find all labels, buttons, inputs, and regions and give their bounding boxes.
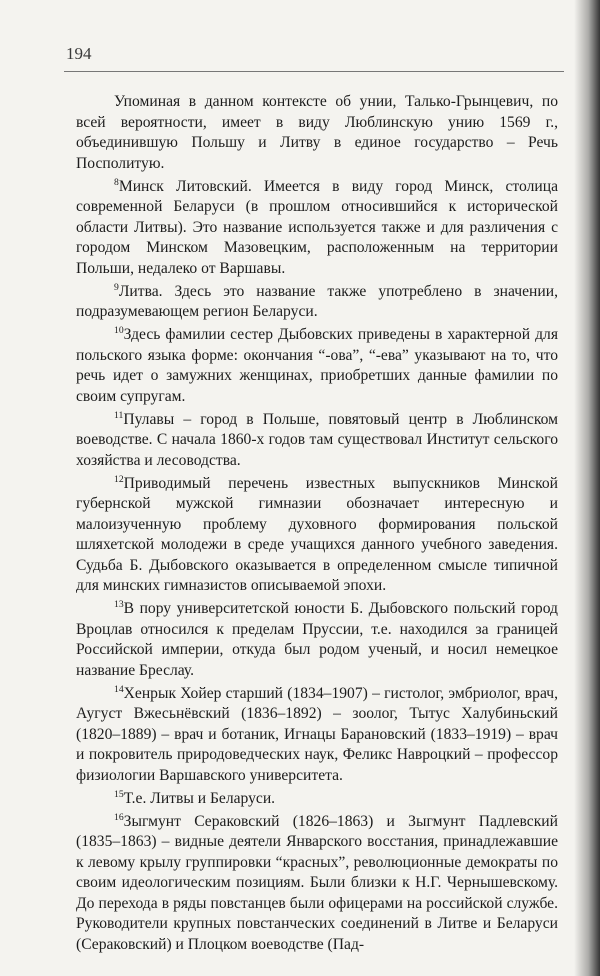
footnote [76, 325, 558, 407]
footnote [76, 282, 558, 323]
footnote-text: Пулавы – город в Польше, повятовый центр в Люблинском воеводстве. С начала 1860-х годов там существовал Институт сельского хозяйства и лесоводства. [76, 410, 558, 469]
footnote-text: Т.е. Литвы и Беларуси. [123, 789, 276, 807]
paragraph-text: Упоминая в данном контексте об унии, Талько-Грынцевич, по всей вероятности, имеет в виду Люблинскую унию 1569 г., объединившую Польшу и Литву в единое государство – Речь Посполитую. [76, 93, 558, 172]
footnote [76, 474, 558, 597]
footnote-text: Литва. Здесь это название также употреблено в значении, подразумевающем регион Беларуси. [76, 282, 558, 320]
page-number: 194 [66, 44, 92, 63]
footnote-number: 13 [114, 598, 124, 610]
footnote-text: В пору университетской юности Б. Дыбовского польский город Вроцлав относился к пределам Пруссии, т.е. находился за границей Российской империи, откуда был родом ученый, и носил немецкое название Бреслау. [76, 600, 558, 679]
footnote-number: 14 [114, 683, 124, 695]
footnote-number: 9 [114, 281, 119, 293]
footnote [76, 599, 558, 681]
footnote-text: Приводимый перечень известных выпускников Минской губернской мужской гимназии обозначает интересную и малоизученную проблему духовного формирования польской шляхетской молодежи в среде учащихся данного учебного заведения. Судьба Б. Дыбовского оказывается в определенном смысле типичной для минских гимназистов описываемой эпохи. [76, 474, 558, 594]
footnote-number: 10 [114, 324, 124, 336]
footnote-number: 11 [114, 409, 124, 421]
footnote-text: Минск Литовский. Имеется в виду город Минск, столица современной Беларуси (в прошлом относившийся к исторической области Литвы). Это название используется также и для различения с городом Минском Мазовецким, расположенным на территории Польши, недалеко от Варшавы. [76, 177, 558, 277]
footnote-number: 12 [114, 473, 124, 485]
footnote-text: Здесь фамилии сестер Дыбовских приведены в характерной для польского языка форме: окончания “-ова”, “-ева” указывают на то, что речь идет о замужних женщинах, приобретших данные фамилии по своим супругам. [76, 326, 558, 405]
header-rule [64, 71, 564, 72]
paragraph [76, 92, 558, 174]
footnote [76, 410, 558, 472]
footnote [76, 789, 558, 810]
footnote [76, 177, 558, 280]
footnote-number: 8 [114, 176, 119, 188]
footnote-number: 16 [114, 811, 124, 823]
footnote [76, 684, 558, 787]
footnote [76, 812, 558, 956]
text-body [76, 92, 558, 958]
footnote-text: Хенрык Хойер старший (1834–1907) – гистолог, эмбриолог, врач, Аугуст Вжесьнёвский (1836–1892) – зоолог, Тытус Халубиньский (1820–1889) – врач и ботаник, Игнацы Барановский (1833–1919) – врач и покровитель природоведческих наук, Феликс Навроцкий – профессор физиологии Варшавского университета. [76, 684, 558, 784]
footnote-text: Зыгмунт Сераковский (1826–1863) и Зыгмунт Падлевский (1835–1863) – видные деятели Январского восстания, принадлежавшие к левому крылу группировки “красных”, революционные демократы по своим идеологическим позициям. Были близки к Н.Г. Чернышевскому. До перехода в ряды повстанцев были офицерами на российской службе. Руководители крупных повстанческих соединений в Литве и Беларуси (Сераковский) и Плоцком воеводстве (Пад- [76, 812, 558, 953]
page-edge-shadow [574, 0, 600, 976]
footnote-number: 15 [114, 788, 124, 800]
